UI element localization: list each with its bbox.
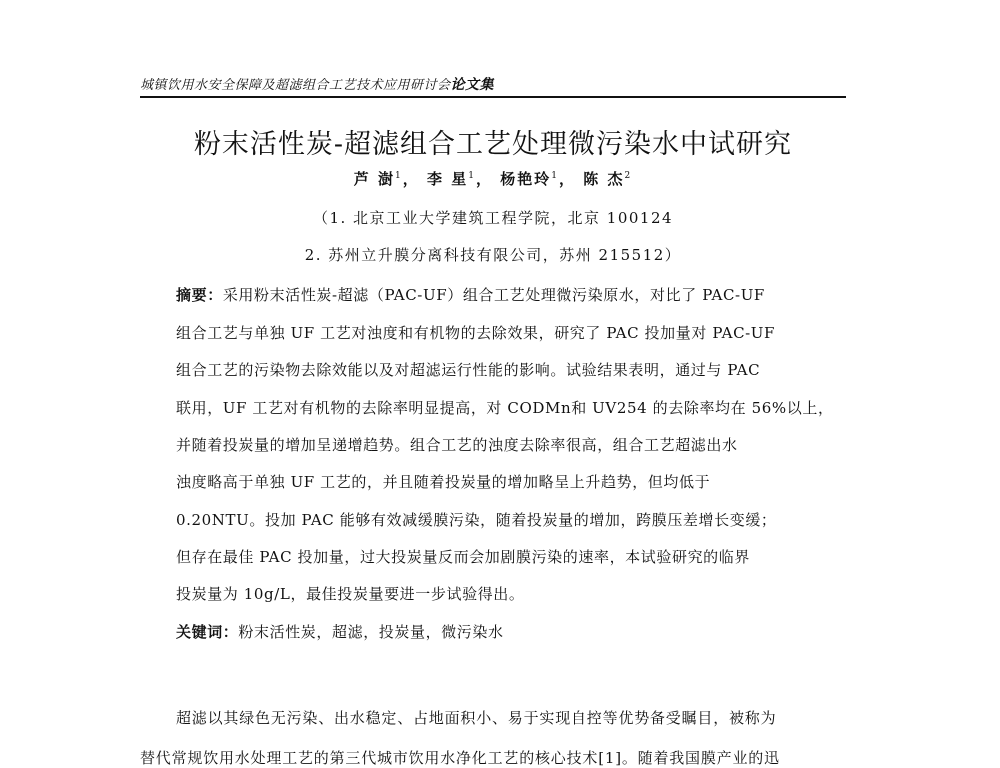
abstract-label: 摘要： [176, 286, 223, 304]
abstract-line: 投炭量为 10g/L，最佳投炭量要进一步试验得出。 [176, 585, 525, 603]
author-separator: ， [475, 170, 493, 188]
body-paragraph-line: 替代常规饮用水处理工艺的第三代城市饮用水净化工艺的核心技术[1]。随着我国膜产业的迅 [140, 749, 780, 767]
abstract-line: 浊度略高于单独 UF 工艺的，并且随着投炭量的增加略呈上升趋势，但均低于 [176, 473, 711, 491]
abstract-line [176, 285, 816, 305]
header-collection: 论文集 [450, 77, 495, 93]
abstract-line: 组合工艺的污染物去除效能以及对超滤运行性能的影响。试验结果表明，通过与 PAC [176, 361, 761, 379]
abstract-line: 组合工艺与单独 UF 工艺对浊度和有机物的去除效果，研究了 PAC 投加量对 PAC-UF [176, 324, 776, 342]
author-affiliation-mark: 1 [551, 171, 559, 181]
author-separator: ， [558, 170, 576, 188]
keywords-label: 关键词： [176, 623, 239, 641]
abstract-text: 采用粉末活性炭-超滤（PAC-UF）组合工艺处理微污染原水，对比了 PAC-UF [222, 286, 765, 304]
author-affiliation-mark: 1 [395, 171, 403, 181]
paper-title: 粉末活性炭-超滤组合工艺处理微污染水中试研究 [193, 129, 793, 160]
author-name: 芦 澍 [353, 170, 396, 188]
affiliation-line: （1. 北京工业大学建筑工程学院，北京 100124 [312, 209, 674, 227]
author-name: 李 星 [427, 170, 469, 188]
running-header [140, 74, 846, 94]
header-rule [140, 96, 846, 98]
abstract-line: 0.20NTU。投加 PAC 能够有效减缓膜污染，随着投炭量的增加，跨膜压差增长变缓； [176, 511, 777, 529]
header-series: 城镇饮用水安全保障及超滤组合工艺技术应用研讨会 [140, 78, 451, 93]
keywords-line [176, 622, 816, 642]
keywords-text: 粉末活性炭，超滤，投炭量，微污染水 [238, 623, 504, 641]
body-paragraph-line: 超滤以其绿色无污染、出水稳定、占地面积小、易于实现自控等优势备受瞩目，被称为 [176, 709, 777, 727]
abstract-line: 联用，UF 工艺对有机物的去除率明显提高，对 CODMn和 UV254 的去除率均在 56%以上， [176, 399, 834, 417]
abstract-line: 并随着投炭量的增加呈递增趋势。组合工艺的浊度去除率很高，组合工艺超滤出水 [176, 436, 738, 454]
author-name: 陈 杰 [583, 170, 625, 188]
author-affiliation-mark: 2 [624, 171, 633, 181]
author-list [140, 168, 846, 189]
author-name: 杨艳玲 [500, 170, 552, 188]
abstract-line: 但存在最佳 PAC 投加量，过大投炭量反而会加剧膜污染的速率，本试验研究的临界 [176, 548, 750, 566]
affiliation-line: 2. 苏州立升膜分离科技有限公司，苏州 215512） [304, 246, 682, 264]
author-affiliation-mark: 1 [468, 171, 476, 181]
author-separator: ， [402, 170, 420, 188]
